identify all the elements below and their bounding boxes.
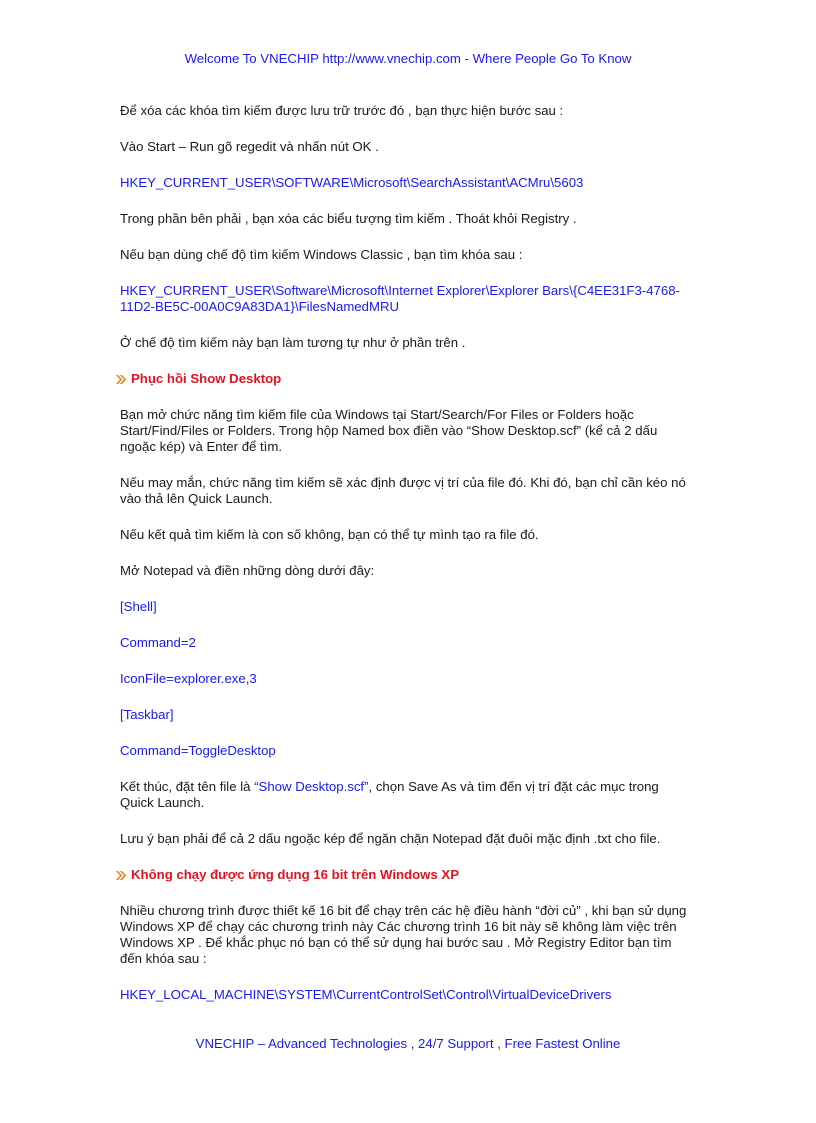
double-chevron-right-icon: [116, 870, 127, 881]
registry-key-line: HKEY_CURRENT_USER\Software\Microsoft\Internet Explorer\Explorer Bars\{C4EE31F3-4768-: [120, 283, 680, 298]
section-heading: [116, 867, 696, 883]
paragraph-line: Nhiều chương trình được thiết kế 16 bit để chạy trên các hệ điều hành “đời củ” , khi bạn sử dụng: [120, 903, 687, 918]
section-heading-text: Không chạy được ứng dụng 16 bit trên Windows XP: [131, 867, 460, 882]
paragraph-line: đến khóa sau :: [120, 951, 207, 966]
paragraph: Trong phần bên phải , bạn xóa các biểu tượng tìm kiếm . Thoát khỏi Registry .: [120, 211, 577, 226]
paragraph: Để xóa các khóa tìm kiếm được lưu trữ trước đó , bạn thực hiện bước sau :: [120, 103, 564, 118]
paragraph-block: [120, 475, 700, 507]
page-footer: VNECHIP – Advanced Technologies , 24/7 Support , Free Fastest Online: [195, 1036, 621, 1051]
paragraph-text: , chọn Save As và tìm đến vị trí đặt các mục trong: [368, 779, 659, 794]
code-line: [Taskbar]: [120, 707, 174, 722]
paragraph: Nếu bạn dùng chế độ tìm kiếm Windows Classic , bạn tìm khóa sau :: [120, 247, 523, 262]
paragraph-line: vào thả lên Quick Launch.: [120, 491, 273, 506]
paragraph-block: [120, 903, 700, 967]
code-line: IconFile=explorer.exe,3: [120, 671, 257, 686]
double-chevron-right-icon: [116, 374, 127, 385]
section-heading: [116, 371, 696, 387]
registry-key-block: [120, 283, 700, 315]
paragraph: Nếu kết quả tìm kiếm là con số không, bạn có thể tự mình tạo ra file đó.: [120, 527, 539, 542]
paragraph-line: ngoặc kép) và Enter để tìm.: [120, 439, 282, 454]
paragraph-line: Start/Find/Files or Folders. Trong hộp Named box điền vào “Show Desktop.scf” (kể cả 2 dấu: [120, 423, 658, 438]
paragraph-line: [120, 779, 700, 795]
paragraph-block: [120, 779, 700, 811]
code-line: Command=ToggleDesktop: [120, 743, 276, 758]
document-body: [120, 103, 700, 1003]
section-heading-text: Phục hồi Show Desktop: [131, 371, 282, 386]
paragraph-block: [120, 407, 700, 455]
paragraph: Lưu ý bạn phải để cả 2 dấu ngoặc kép để ngăn chặn Notepad đặt đuôi mặc định .txt cho file.: [120, 831, 661, 846]
registry-key-line: 11D2-BE5C-00A0C9A83DA1}\FilesNamedMRU: [120, 299, 400, 314]
page-header: Welcome To VNECHIP http://www.vnechip.com - Where People Go To Know: [184, 51, 632, 66]
paragraph-line: Bạn mở chức năng tìm kiếm file của Windows tại Start/Search/For Files or Folders hoặc: [120, 407, 634, 422]
paragraph: Mở Notepad và điền những dòng dưới đây:: [120, 563, 375, 578]
file-name: “Show Desktop.scf”: [254, 779, 369, 794]
code-line: Command=2: [120, 635, 196, 650]
registry-key: HKEY_CURRENT_USER\SOFTWARE\Microsoft\SearchAssistant\ACMru\5603: [120, 175, 584, 190]
paragraph-line: Windows XP để chạy các chương trình này Các chương trình 16 bit này sẽ không làm việc trên: [120, 919, 677, 934]
paragraph: Vào Start – Run gõ regedit và nhấn nút OK .: [120, 139, 379, 154]
paragraph-line: Nếu may mắn, chức năng tìm kiếm sẽ xác định được vị trí của file đó. Khi đó, bạn chỉ cần kéo nó: [120, 475, 686, 490]
paragraph: Ở chế độ tìm kiếm này bạn làm tương tự như ở phần trên .: [120, 335, 466, 350]
registry-key: HKEY_LOCAL_MACHINE\SYSTEM\CurrentControlSet\Control\VirtualDeviceDrivers: [120, 987, 612, 1002]
code-line: [Shell]: [120, 599, 157, 614]
paragraph-text: Kết thúc, đặt tên file là: [120, 779, 255, 794]
paragraph-line: Windows XP . Để khắc phục nó bạn có thể sử dụng hai bước sau . Mở Registry Editor bạn tìm: [120, 935, 672, 950]
paragraph-line: Quick Launch.: [120, 795, 205, 810]
